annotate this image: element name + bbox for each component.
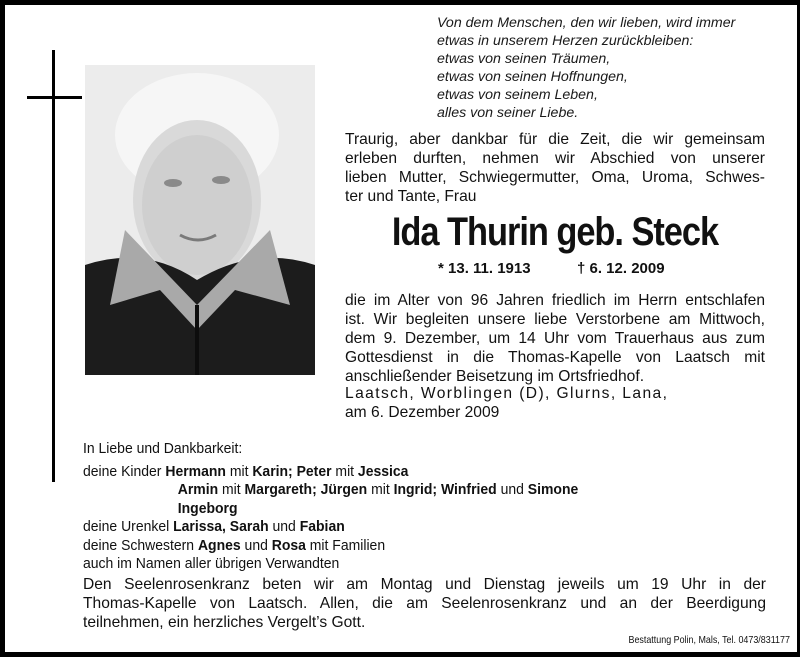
- locations: Laatsch, Worblingen (D), Glurns, Lana,: [345, 385, 669, 402]
- family-member-name: Agnes: [197, 536, 241, 554]
- connector-text: mit: [331, 462, 358, 480]
- family-member-name: Ingeborg: [177, 499, 238, 517]
- family-member-name: Jessica: [357, 462, 409, 480]
- connector-text: mit: [218, 481, 245, 498]
- children-names: [178, 481, 579, 498]
- children-label: deine Kinder: [83, 462, 162, 480]
- funeral-home-credit: Bestattung Polin, Mals, Tel. 0473/831177: [628, 634, 790, 646]
- poem-line: Von dem Menschen, den wir lieben, wird immer: [437, 15, 736, 31]
- intro-line: ter und Tante, Frau: [345, 188, 477, 205]
- death-date: † 6. 12. 2009: [577, 260, 665, 277]
- great-grandchildren-names: [83, 518, 345, 535]
- family-member-name: Margareth; Jürgen: [244, 481, 368, 498]
- poem-line: alles von seiner Liebe.: [437, 105, 579, 121]
- body-line: anschließender Beisetzung im Ortsfriedhof.: [345, 368, 645, 385]
- cross-icon-horizontal: [27, 96, 82, 99]
- connector-text: deine Schwestern: [83, 536, 198, 554]
- body-line: Gottesdienst in die Thomas-Kapelle von Laatsch mit: [345, 349, 765, 366]
- poem-verse: [437, 14, 735, 122]
- children-names: [178, 500, 238, 517]
- body-line: die im Alter von 96 Jahren friedlich im Herrn entschlafen: [345, 292, 765, 309]
- family-member-name: Simone: [527, 481, 579, 498]
- cross-icon-vertical: [52, 50, 55, 482]
- children-names: [165, 463, 408, 480]
- intro-line: erleben durften, nehmen wir Abschied von unserer: [345, 150, 765, 167]
- family-member-name: Ingrid; Winfried: [393, 481, 497, 498]
- birth-date: * 13. 11. 1913: [438, 260, 531, 277]
- sisters-names: [83, 537, 385, 554]
- funeral-details: [345, 291, 765, 386]
- family-heading: In Liebe und Dankbarkeit:: [83, 440, 243, 457]
- family-mourners: [83, 440, 578, 574]
- connector-text: und: [240, 536, 272, 554]
- children-row-1: [83, 463, 578, 482]
- children-row-3: [83, 500, 578, 519]
- poem-line: etwas von seinen Hoffnungen,: [437, 69, 628, 85]
- closing-line: Thomas-Kapelle von Laatsch. Allen, die am Seelenrosenkranz und an der Beerdigung: [83, 595, 766, 612]
- family-member-name: Fabian: [299, 518, 345, 535]
- connector-text: mit Familien: [305, 536, 386, 554]
- connector-text: deine Urenkel: [83, 518, 174, 535]
- rosary-notice: [83, 575, 766, 632]
- deceased-name: Ida Thurin geb. Steck: [391, 210, 719, 254]
- poem-line: etwas von seinen Träumen,: [437, 51, 611, 67]
- intro-line: Traurig, aber dankbar für die Zeit, die wir gemeinsam: [345, 131, 765, 148]
- body-line: ist. Wir begleiten unsere liebe Verstorbene am Mittwoch,: [345, 311, 765, 328]
- relatives-row: auch im Namen aller übrigen Verwandten: [83, 555, 340, 572]
- poem-line: etwas in unserem Herzen zurückbleiben:: [437, 33, 694, 49]
- family-member-name: Armin: [177, 481, 219, 498]
- children-row-2: [83, 481, 578, 500]
- closing-line: Den Seelenrosenkranz beten wir am Montag und Dienstag jeweils um 19 Uhr in der: [83, 576, 766, 593]
- family-member-name: Karin; Peter: [252, 462, 332, 480]
- closing-line: teilnehmen, ein herzliches Vergelt’s Gott.: [83, 614, 366, 631]
- body-line: dem 9. Dezember, um 14 Uhr vom Trauerhaus aus zum: [345, 330, 765, 347]
- notice-date: am 6. Dezember 2009: [345, 404, 500, 421]
- portrait-photo: [85, 65, 315, 375]
- connector-text: mit: [225, 462, 253, 480]
- connector-text: und: [268, 518, 300, 535]
- poem-line: etwas von seinem Leben,: [437, 87, 598, 103]
- portrait-image: [85, 65, 315, 375]
- family-member-name: Larissa, Sarah: [173, 518, 269, 535]
- intro-line: lieben Mutter, Schwiegermutter, Oma, Uroma, Schwes-: [345, 169, 765, 186]
- connector-text: mit: [367, 481, 394, 498]
- family-member-name: Rosa: [271, 536, 306, 554]
- great-grandchildren-row: [83, 518, 578, 537]
- connector-text: und: [496, 481, 528, 498]
- family-member-name: Hermann: [165, 462, 226, 480]
- sisters-row: [83, 537, 578, 556]
- intro-paragraph: [345, 130, 765, 206]
- place-and-date: [345, 384, 668, 422]
